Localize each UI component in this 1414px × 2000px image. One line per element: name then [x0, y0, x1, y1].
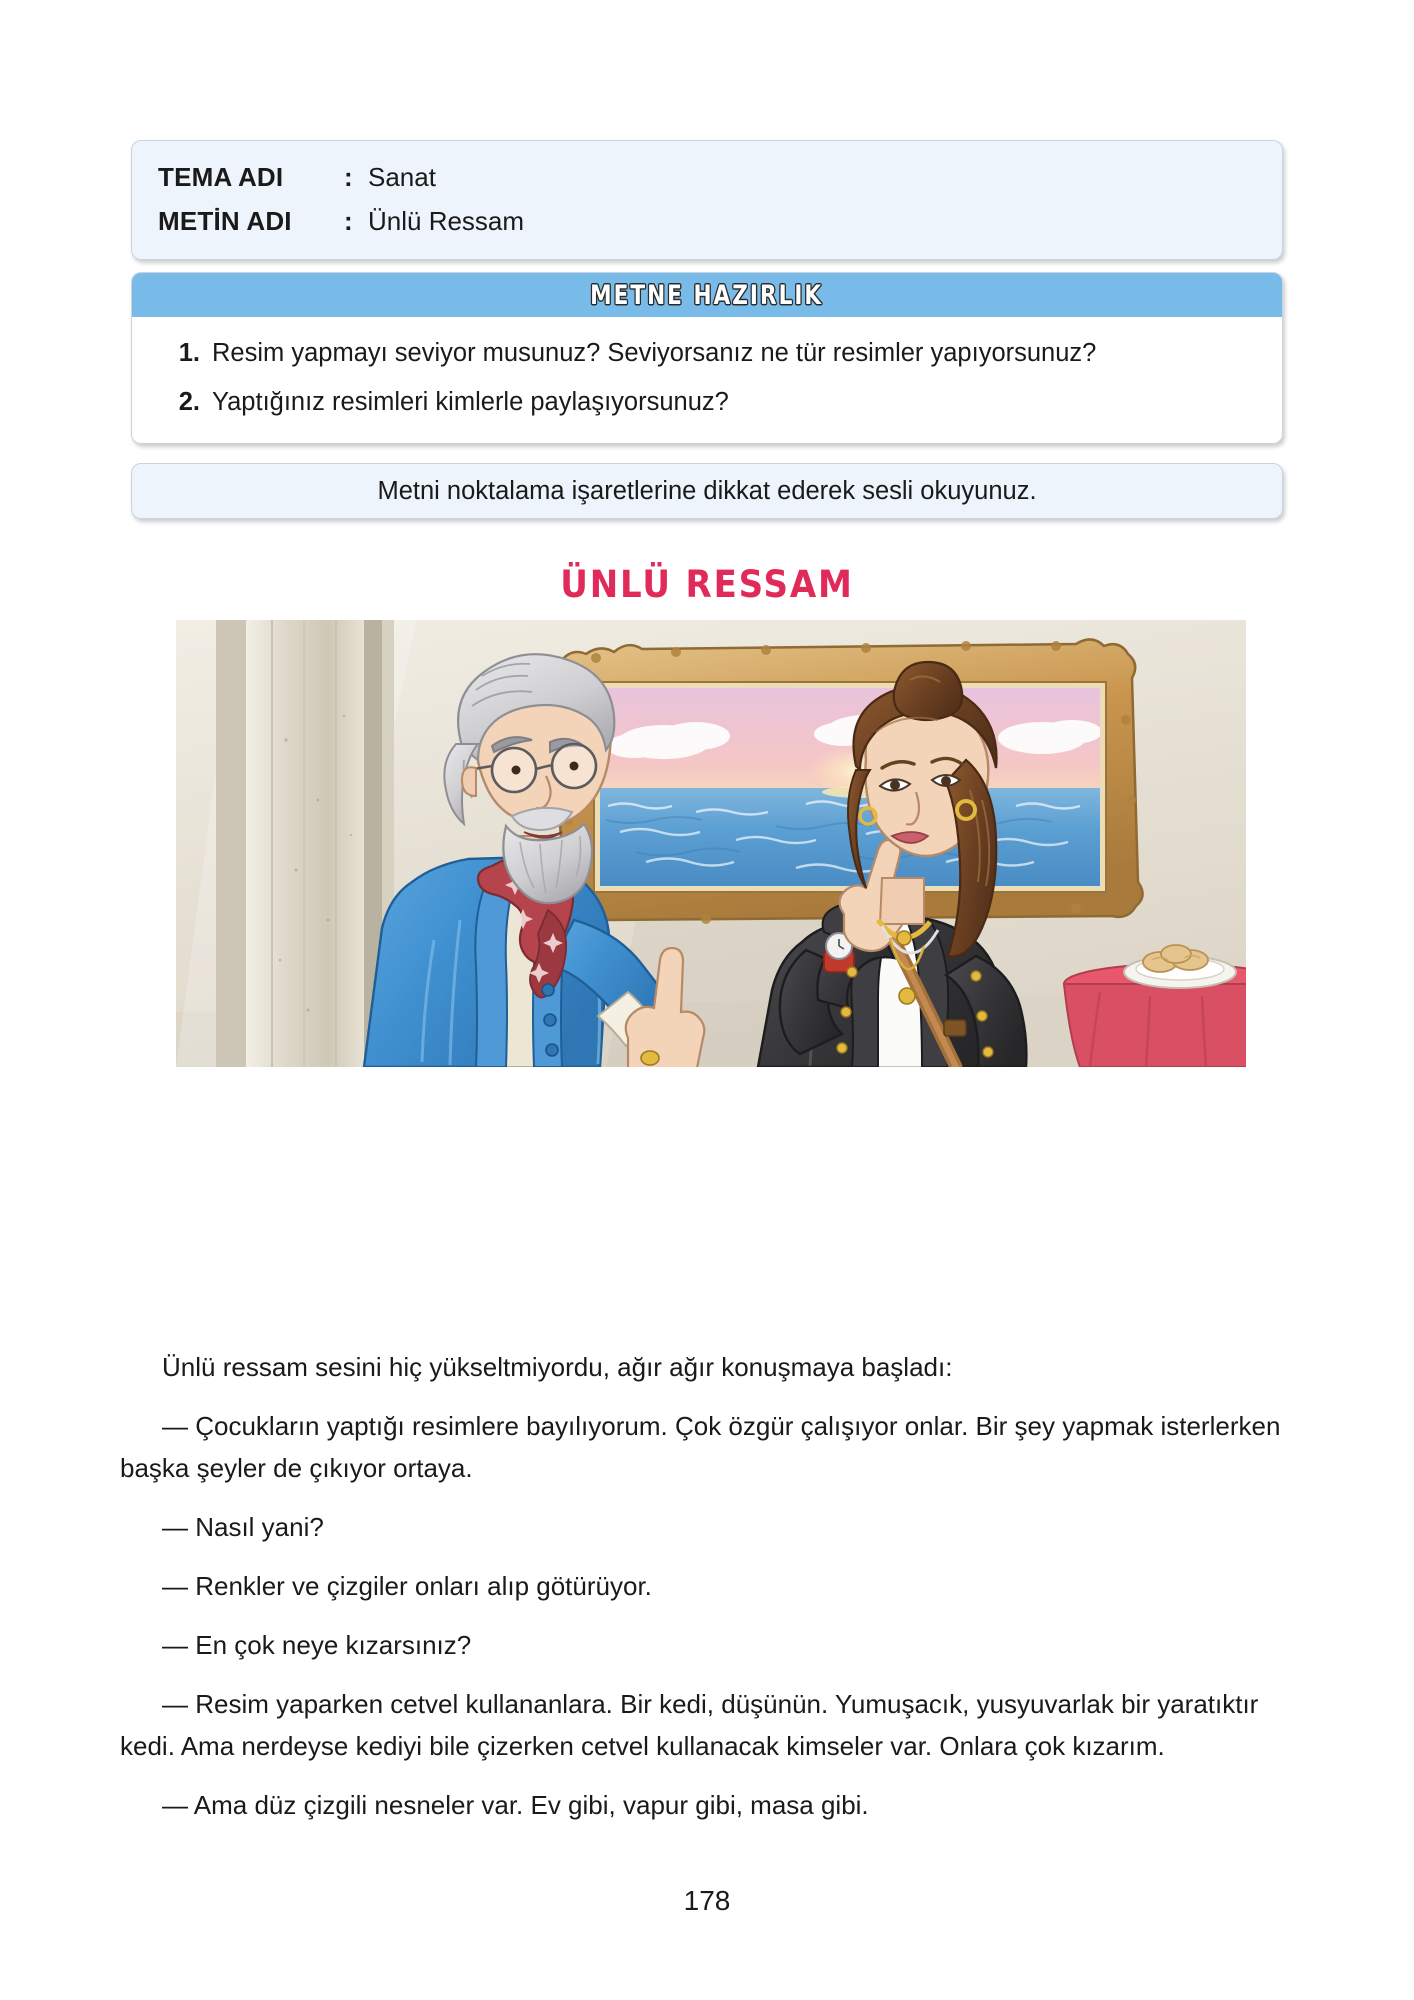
story-title: ÜNLÜ RESSAM — [560, 563, 854, 606]
theme-info-box — [131, 140, 1283, 260]
story-paragraph — [120, 1683, 1300, 1767]
question-number: 1. — [178, 339, 200, 367]
story-paragraph — [120, 1565, 1300, 1607]
paragraph-text: — Nasıl yani? — [162, 1512, 324, 1542]
question-text: Yaptığınız resimleri kimlerle paylaşıyorsunuz? — [212, 388, 729, 416]
paragraph-text: — Renkler ve çizgiler onları alıp götürüyor. — [162, 1571, 652, 1601]
story-paragraph — [120, 1346, 1300, 1388]
question-number: 2. — [178, 388, 200, 416]
reading-instruction-text: Metni noktalama işaretlerine dikkat ederek sesli okuyunuz. — [377, 476, 1037, 505]
question-text: Resim yapmayı seviyor musunuz? Seviyorsanız ne tür resimler yapıyorsunuz? — [212, 339, 1097, 367]
theme-row — [158, 155, 1256, 199]
paragraph-text: — Çocukların yaptığı resimlere bayılıyorum. Çok özgür çalışıyor onlar. Bir şey yapmak isterlerken başka şeyler de çıkıyor ortaya. — [120, 1411, 1281, 1483]
text-name-colon: : — [344, 206, 353, 236]
paragraph-text: — En çok neye kızarsınız? — [162, 1630, 472, 1660]
paragraph-text: — Ama düz çizgili nesneler var. Ev gibi, vapur gibi, masa gibi. — [162, 1790, 869, 1820]
gallery-pillar — [216, 620, 394, 1067]
question-list — [132, 317, 1282, 427]
story-paragraph — [120, 1506, 1300, 1548]
text-name-label: METİN ADI — [158, 206, 292, 236]
story-paragraph — [120, 1784, 1300, 1826]
framed-seascape-painting — [552, 639, 1143, 924]
preparation-banner-label: METNE HAZIRLIK — [590, 279, 824, 311]
page-number: 178 — [683, 1885, 731, 1916]
text-name-row — [158, 199, 1256, 243]
question-item — [162, 378, 1252, 427]
preparation-banner — [132, 273, 1282, 317]
question-item — [162, 329, 1252, 378]
story-paragraph — [120, 1405, 1300, 1489]
story-illustration — [176, 620, 1246, 1067]
theme-value: Sanat — [368, 162, 436, 192]
reading-instruction-box — [131, 463, 1283, 519]
preparation-box — [131, 272, 1283, 444]
theme-colon: : — [344, 162, 353, 192]
text-name-value: Ünlü Ressam — [368, 206, 525, 236]
paragraph-text: — Resim yaparken cetvel kullananlara. Bir kedi, düşünün. Yumuşacık, yusyuvarlak bir yaratıktır kedi. Ama nerdeyse kediyi bile çizerken cetvel kullanacak kimseler var. Onlara çok kızarım. — [120, 1689, 1259, 1761]
theme-label: TEMA ADI — [158, 162, 284, 192]
story-paragraph — [120, 1624, 1300, 1666]
paragraph-text: Ünlü ressam sesini hiç yükseltmiyordu, ağır ağır konuşmaya başladı: — [162, 1352, 953, 1382]
story-body — [120, 1346, 1300, 1843]
